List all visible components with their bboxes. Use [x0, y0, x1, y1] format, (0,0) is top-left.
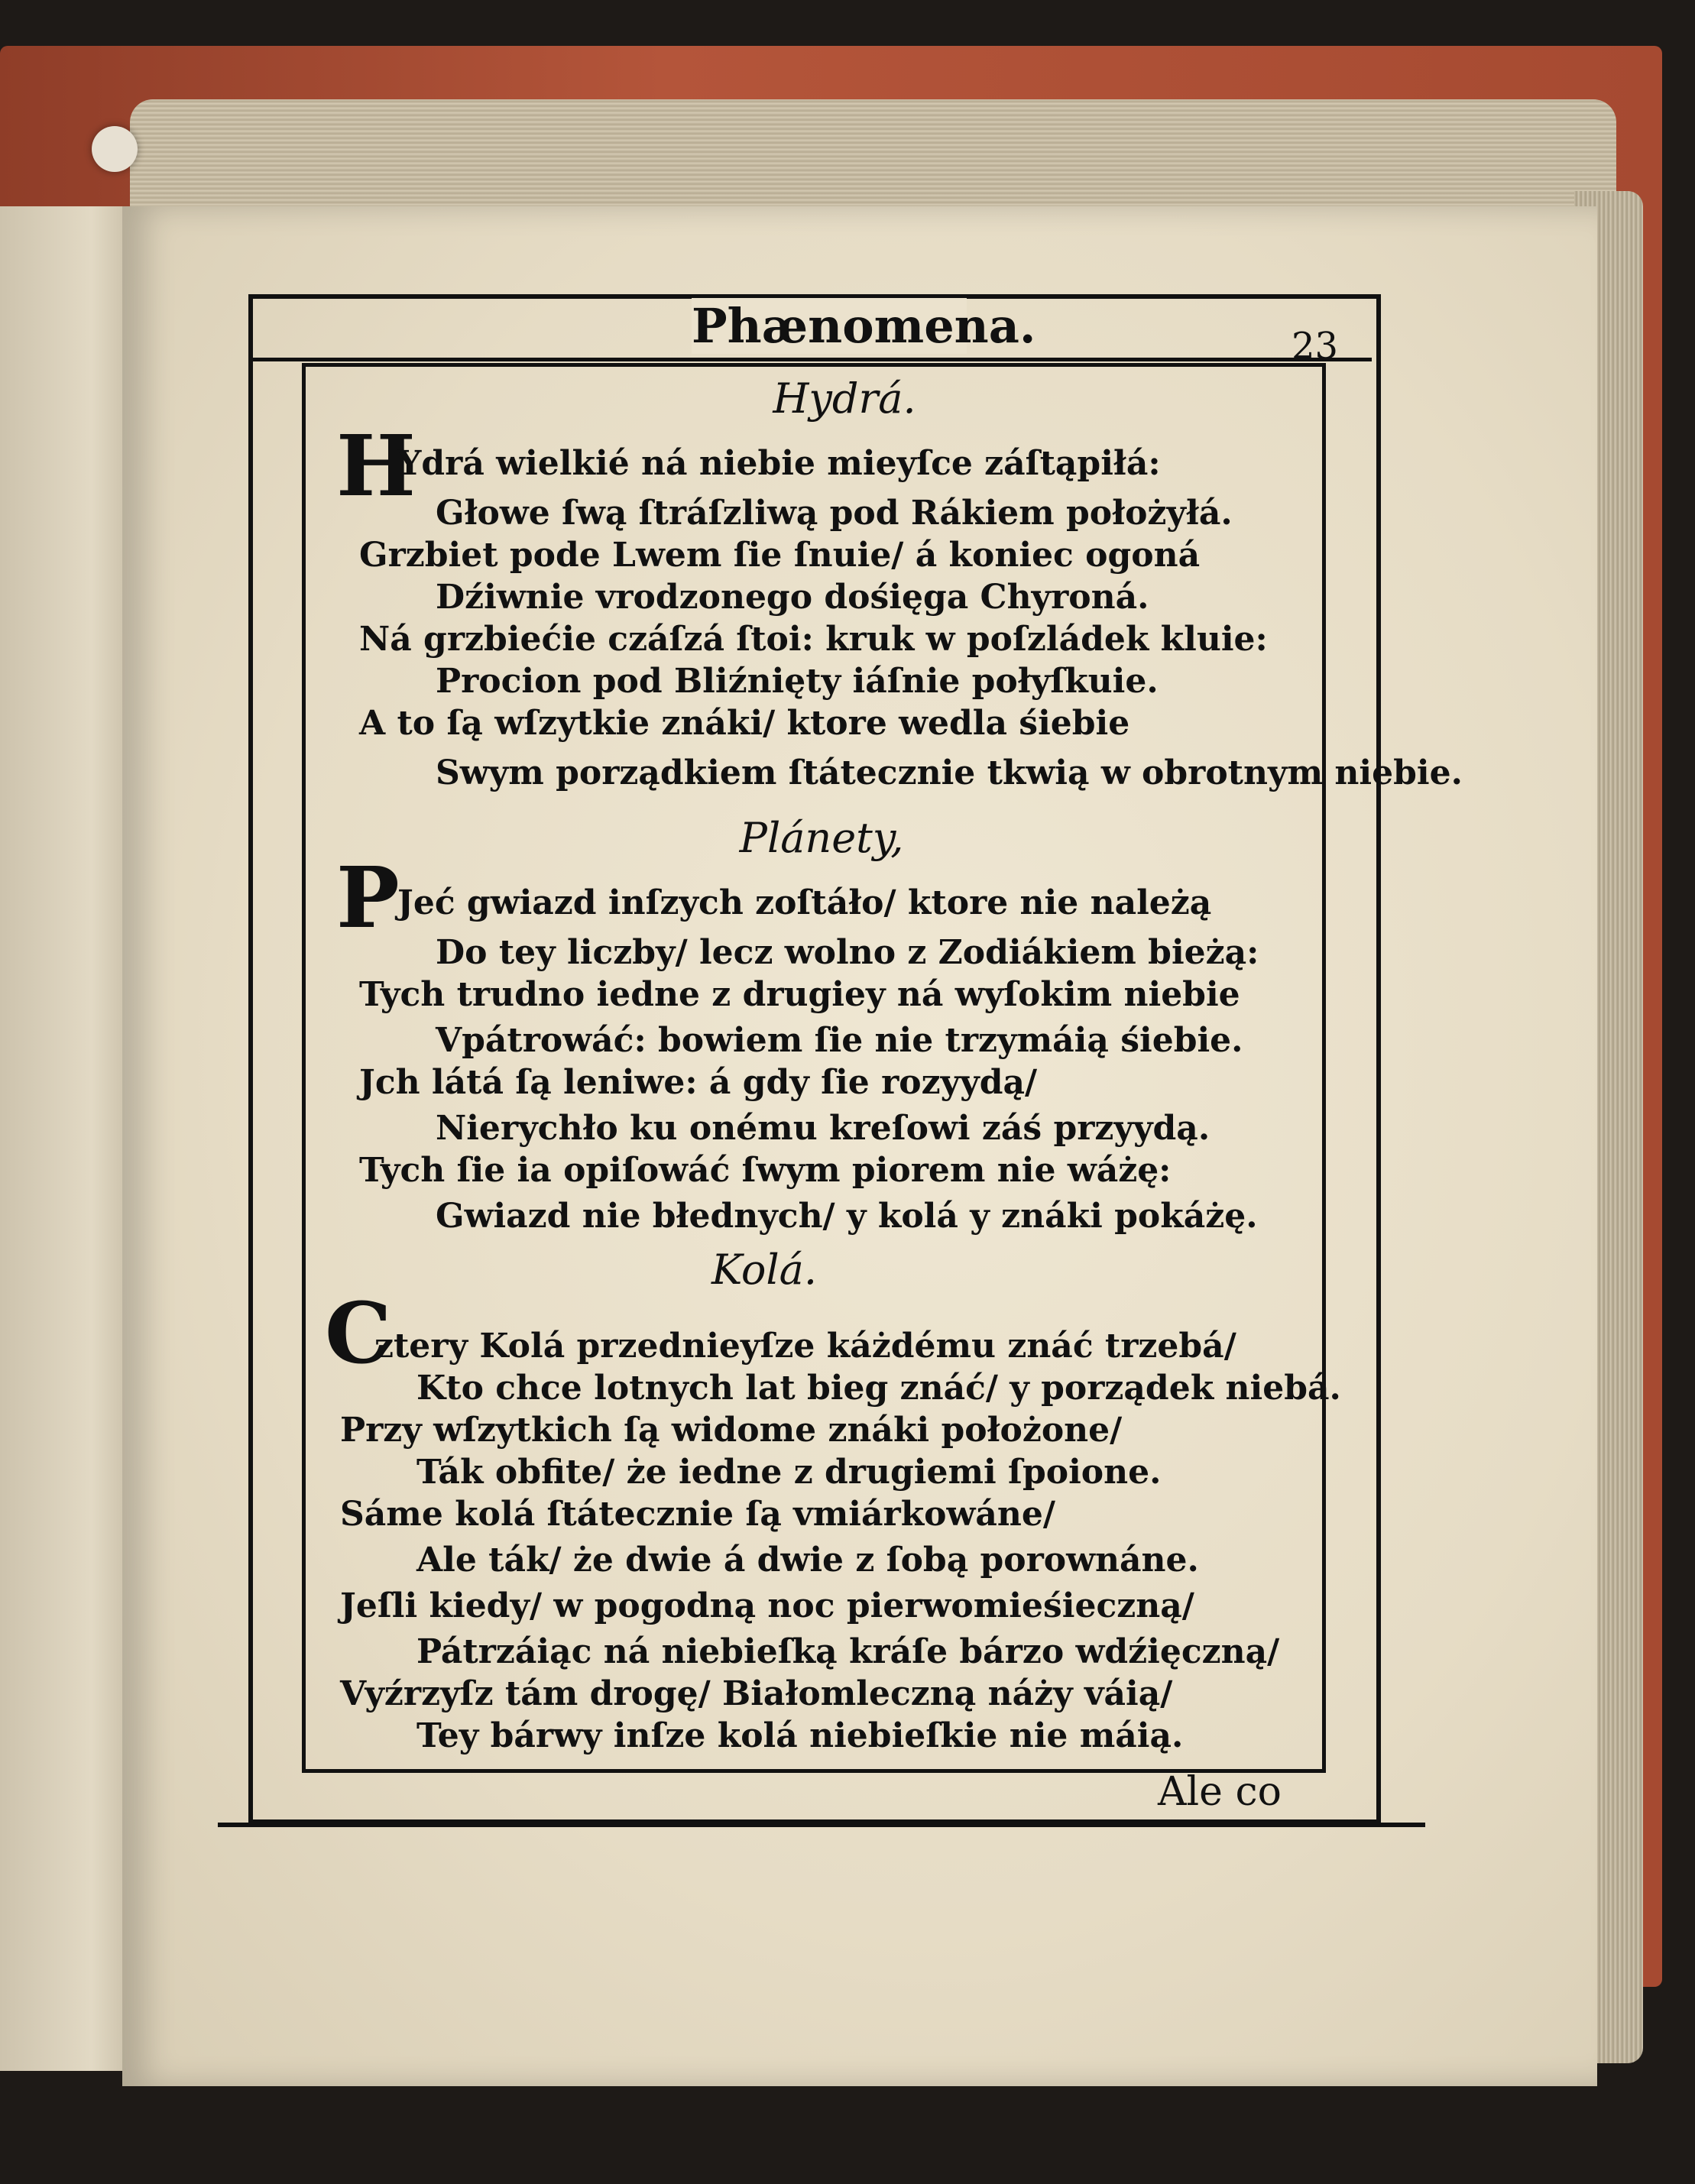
verse-line: Vyźrzyſz tám drogę/ Białomleczną náży váią/: [340, 1674, 1173, 1713]
verse-line: Ale ták/ że dwie á dwie z ſobą porownáne.: [416, 1541, 1199, 1580]
verse-line: Jeſli kiedy/ w pogodną noc pierwomieśieczną/: [340, 1586, 1194, 1625]
page-number: 23: [1292, 325, 1339, 368]
verse-line: Tych trudno iedne z drugiey ná wyſokim niebie: [359, 975, 1240, 1014]
verse-line: Tey bárwy inſze kolá niebieſkie nie máią.: [416, 1716, 1184, 1755]
verse-line: Grzbiet pode Lwem ſie ſnuie/ á koniec ogoná: [359, 536, 1201, 575]
verse-line: ztery Kolá przednieyſze káżdému znáć trzebá/: [374, 1327, 1236, 1366]
dropcap-planety: P: [336, 848, 400, 947]
verse-line: Gwiazd nie błednych/ y kolá y znáki pokáżę.: [436, 1197, 1258, 1236]
verse-line: Nierychło ku onému kreſowi záś przyydą.: [436, 1109, 1210, 1148]
verse-line: Vpátrowáć: bowiem ſie nie trzymáią śiebie.: [436, 1021, 1243, 1060]
section-title-kola: Kolá.: [711, 1246, 818, 1294]
header-rule: [248, 358, 1372, 361]
section-title-hydra: Hydrá.: [773, 374, 916, 423]
dropcap-kola: C: [325, 1284, 392, 1382]
catchword: Ale co: [1158, 1769, 1282, 1815]
verse-line: A to ſą wſzytkie znáki/ ktore wedla śiebie: [359, 704, 1130, 743]
dropcap-hydra: H: [336, 416, 416, 515]
running-title: Phænomena.: [692, 298, 1036, 354]
section-title-planety: Plánety,: [739, 814, 904, 862]
clasp-icon: [92, 126, 138, 172]
verse-line: Ydrá wielkié ná niebie mieyſce záſtąpiłá:: [397, 444, 1161, 483]
verse-line: Tych ſie ia opiſowáć ſwym piorem nie wáżę:: [359, 1151, 1172, 1190]
verse-line: Kto chce lotnych lat bieg znáć/ y porządek niebá.: [416, 1369, 1341, 1408]
verse-line: Pátrzáiąc ná niebieſką kráſe bárzo wdźięczną/: [416, 1632, 1280, 1671]
verse-line: Do tey liczby/ lecz wolno z Zodiákiem bieżą:: [436, 933, 1259, 972]
verse-line: Procion pod Bliźnięty iáſnie połyſkuie.: [436, 662, 1159, 701]
verse-line: Ták obfite/ że iedne z drugiemi ſpoione.: [416, 1453, 1162, 1492]
verse-line: Ná grzbiećie czáſzá ſtoi: kruk w poſzládek kluie:: [359, 620, 1268, 659]
bottom-rule: [218, 1823, 1425, 1827]
verse-line: Głowe ſwą ſtráſzliwą pod Rákiem położyłá.: [436, 494, 1233, 533]
verse-line: Dźiwnie vrodzonego dośięga Chyroná.: [436, 578, 1149, 617]
verse-line: Sáme kolá ſtátecznie ſą vmiárkowáne/: [340, 1495, 1055, 1534]
verse-line: Swym porządkiem ſtátecznie tkwią w obrotnym niebie.: [436, 753, 1463, 792]
verse-line: Przy wſzytkich ſą widome znáki położone/: [340, 1411, 1123, 1450]
verse-line: Jeć gwiazd inſzych zoſtáło/ ktore nie należą: [397, 883, 1212, 922]
verse-line: Jch látá ſą leniwe: á gdy ſie rozyydą/: [359, 1063, 1038, 1102]
